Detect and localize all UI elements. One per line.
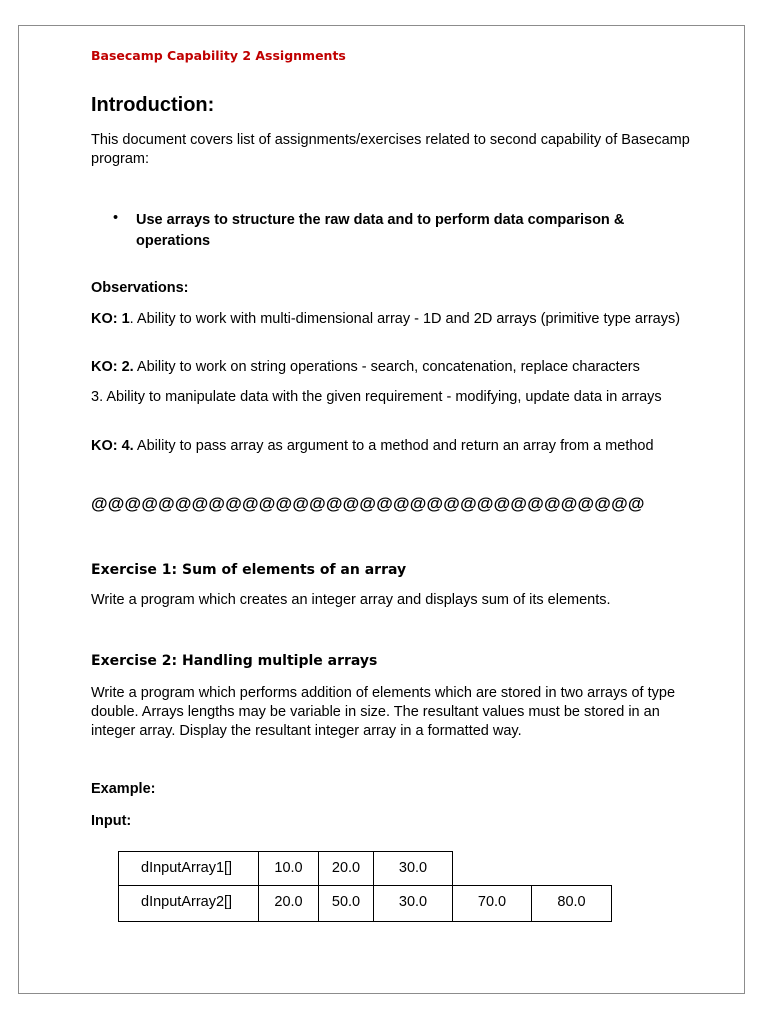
observation-text: 3. Ability to manipulate data with the given requirement - modifying, update data in arrays	[91, 389, 662, 405]
observation-text: Ability to pass array as argument to a method and return an array from a method	[133, 438, 654, 454]
table-cell: 20.0	[318, 851, 374, 886]
table-cell: 20.0	[258, 885, 319, 922]
table-row-label: dInputArray2[]	[118, 885, 259, 922]
table-cell: 30.0	[373, 885, 453, 922]
document-header-title: Basecamp Capability 2 Assignments	[91, 48, 346, 63]
introduction-heading: Introduction:	[91, 94, 215, 116]
observation-item	[91, 358, 711, 377]
bullet-dot-icon: •	[113, 210, 119, 226]
example-heading: Example:	[91, 781, 156, 797]
table-cell: 80.0	[531, 885, 612, 922]
observation-text: Ability to work on string operations - search, concatenation, replace characters	[133, 359, 640, 375]
observation-item	[91, 388, 691, 407]
input-heading: Input:	[91, 813, 132, 829]
observation-label: KO: 4.	[91, 438, 134, 454]
exercise-1-description: Write a program which creates an integer array and displays sum of its elements.	[91, 592, 611, 608]
table-cell: 30.0	[373, 851, 453, 886]
introduction-paragraph: This document covers list of assignments/exercises related to second capability of Basecamp program:	[91, 132, 690, 167]
observation-item	[91, 310, 691, 329]
table-row-label: dInputArray1[]	[118, 851, 259, 886]
observation-label: KO: 1	[91, 311, 130, 327]
exercise-2-heading: Exercise 2: Handling multiple arrays	[91, 653, 378, 669]
observation-item	[91, 437, 731, 456]
exercise-2-description: Write a program which performs addition of elements which are stored in two arrays of type double. Arrays lengths may be variable in size. The resultant values must be stored in an integer array. Display the resultant integer array in a formatted way.	[91, 685, 676, 739]
bullet-item: Use arrays to structure the raw data and to perform data comparison & operations	[136, 212, 625, 249]
table-cell: 50.0	[318, 885, 374, 922]
observation-text: . Ability to work with multi-dimensional array - 1D and 2D arrays (primitive type arrays)	[129, 311, 681, 327]
observation-label: KO: 2.	[91, 359, 134, 375]
observations-heading: Observations:	[91, 280, 189, 296]
table-cell: 10.0	[258, 851, 319, 886]
separator-line: @@@@@@@@@@@@@@@@@@@@@@@@@@@@@@@@@	[91, 494, 645, 513]
table-cell: 70.0	[452, 885, 532, 922]
exercise-1-heading: Exercise 1: Sum of elements of an array	[91, 562, 407, 578]
